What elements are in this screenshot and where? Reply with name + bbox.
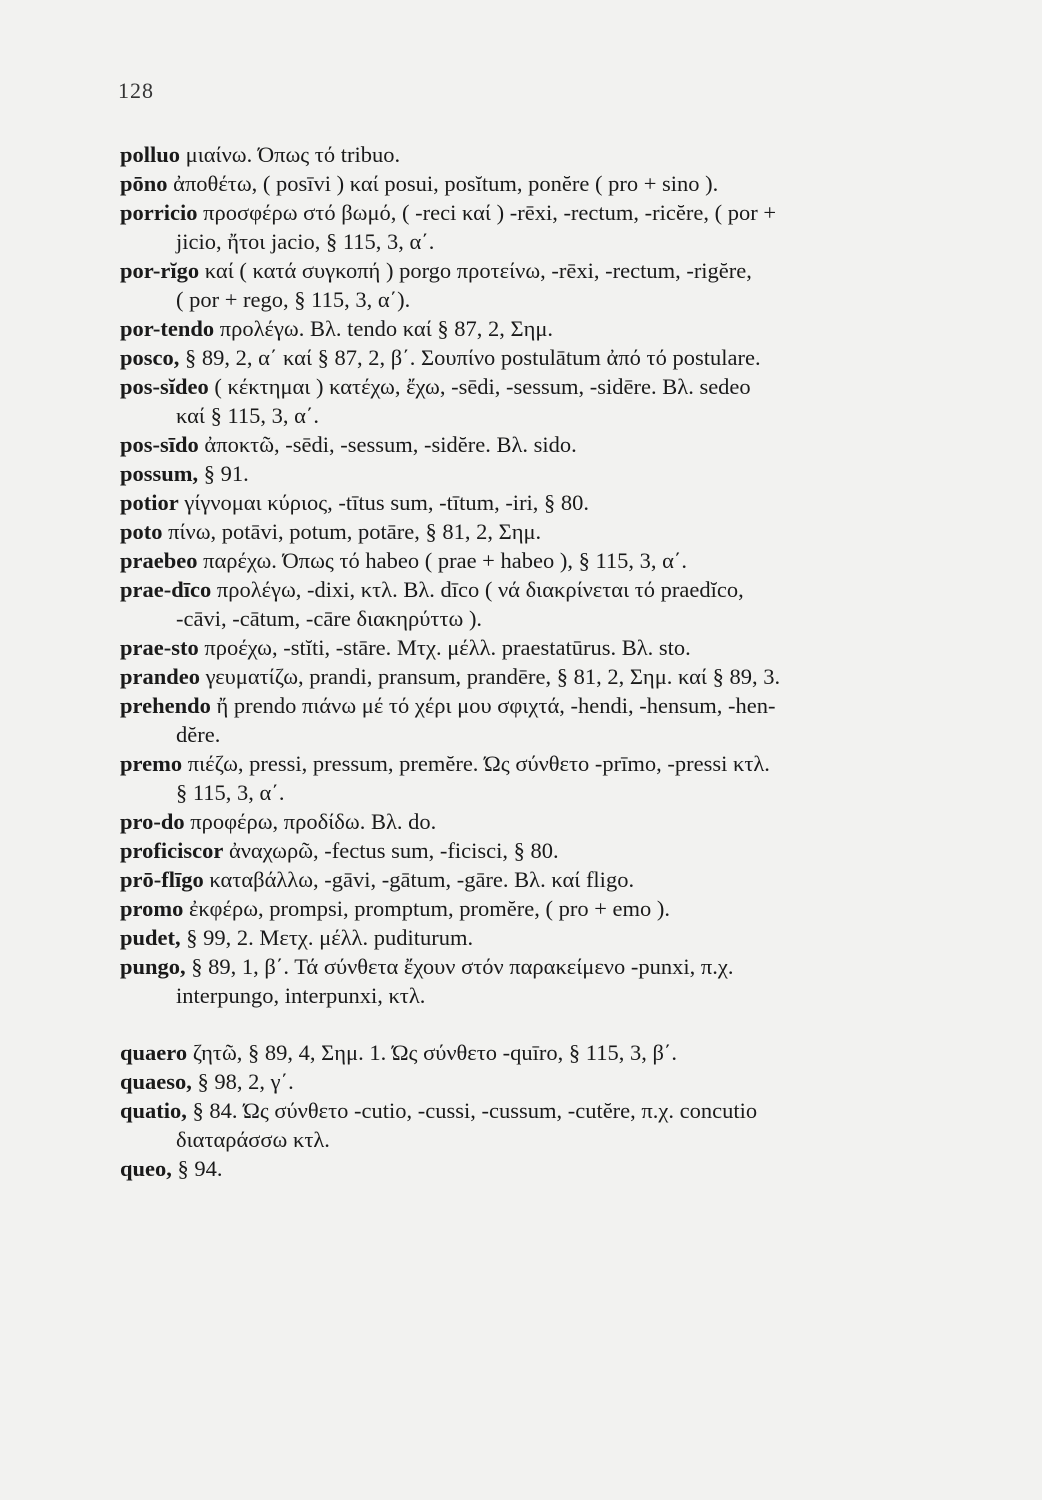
entry xyxy=(120,691,995,749)
definition: § 91. xyxy=(203,461,249,486)
headword: porricio xyxy=(120,200,198,225)
definition: προέχω, -stĭti, -stāre. Μτχ. μέλλ. praestatūrus. Βλ. sto. xyxy=(204,635,691,660)
definition: ἀποθέτω, ( posīvi ) καί posui, posĭtum, ponĕre ( pro + sino ). xyxy=(173,171,719,196)
headword: por-tendo xyxy=(120,316,215,341)
definition-continuation: § 115, 3, α΄. xyxy=(176,780,285,805)
headword: pōno xyxy=(120,171,168,196)
entry xyxy=(120,314,995,343)
headword: poto xyxy=(120,519,163,544)
headword: prō-flīgo xyxy=(120,867,204,892)
definition: γευματίζω, prandi, pransum, prandēre, § 81, 2, Σημ. καί § 89, 3. xyxy=(205,664,781,689)
headword: prae-dīco xyxy=(120,577,212,602)
definition-continuation: interpungo, interpunxi, κτλ. xyxy=(176,983,426,1008)
definition: προλέγω. Βλ. tendo καί § 87, 2, Σημ. xyxy=(219,316,554,341)
definition: § 84. Ώς σύνθετο -cutio, -cussi, -cussum, -cutĕre, π.χ. concutio xyxy=(192,1098,758,1123)
definition: παρέχω. Όπως τό habeo ( prae + habeo ), § 115, 3, α΄. xyxy=(203,548,688,573)
headword: quaeso, xyxy=(120,1069,192,1094)
headword: premo xyxy=(120,751,183,776)
definition: ἤ prendo πιάνω μέ τό χέρι μου σφιχτά, -hendi, -hensum, -hen- xyxy=(216,693,776,718)
entry xyxy=(120,633,995,662)
headword: queo, xyxy=(120,1156,172,1181)
definition: πιέζω, pressi, pressum, premĕre. Ώς σύνθετο -prīmo, -pressi κτλ. xyxy=(187,751,770,776)
definition-continuation: -cāvi, -cātum, -cāre διακηρύττω ). xyxy=(176,606,483,631)
entry xyxy=(120,1154,995,1183)
dictionary-entries xyxy=(120,140,995,1183)
entry xyxy=(120,836,995,865)
entry xyxy=(120,807,995,836)
entry xyxy=(120,662,995,691)
definition: ζητῶ, § 89, 4, Σημ. 1. Ώς σύνθετο -quīro, § 115, 3, β΄. xyxy=(192,1040,678,1065)
headword: prae-sto xyxy=(120,635,199,660)
definition: § 89, 1, β΄. Τά σύνθετα ἔχουν στόν παρακείμενο -punxi, π.χ. xyxy=(191,954,734,979)
headword: polluo xyxy=(120,142,181,167)
definition: προσφέρω στό βωμό, ( -reci καί ) -rēxi, -rectum, -ricĕre, ( por + xyxy=(203,200,777,225)
headword: posco, xyxy=(120,345,180,370)
definition: § 94. xyxy=(177,1156,223,1181)
headword: prehendo xyxy=(120,693,211,718)
entry xyxy=(120,256,995,314)
definition: καί ( κατά συγκοπή ) porgo προτείνω, -rēxi, -rectum, -rigĕre, xyxy=(204,258,752,283)
entry xyxy=(120,923,995,952)
headword: praebeo xyxy=(120,548,198,573)
definition-continuation: διαταράσσω κτλ. xyxy=(176,1127,330,1152)
entry xyxy=(120,459,995,488)
entry xyxy=(120,1067,995,1096)
page-number: 128 xyxy=(118,78,154,103)
entry xyxy=(120,749,995,807)
definition: προφέρω, προδίδω. Βλ. do. xyxy=(190,809,437,834)
entry xyxy=(120,575,995,633)
entry xyxy=(120,140,995,169)
entry xyxy=(120,517,995,546)
definition-continuation: dĕre. xyxy=(176,722,221,747)
entry xyxy=(120,169,995,198)
definition: καταβάλλω, -gāvi, -gātum, -gāre. Βλ. καί fligo. xyxy=(209,867,635,892)
headword: proficiscor xyxy=(120,838,224,863)
definition: § 89, 2, α΄ καί § 87, 2, β΄. Σουπίνο postulātum ἀπό τό postulare. xyxy=(185,345,761,370)
headword: pos-sīdo xyxy=(120,432,199,457)
headword: quaero xyxy=(120,1040,188,1065)
definition-continuation: jicio, ἤτοι jacio, § 115, 3, α΄. xyxy=(176,229,435,254)
entry xyxy=(120,198,995,256)
headword: promo xyxy=(120,896,184,921)
entry xyxy=(120,865,995,894)
definition: γίγνομαι κύριος, -tītus sum, -tītum, -iri, § 80. xyxy=(184,490,590,515)
definition-continuation: ( por + rego, § 115, 3, α΄). xyxy=(176,287,411,312)
definition: μιαίνω. Όπως τό tribuo. xyxy=(185,142,401,167)
entry xyxy=(120,546,995,575)
entry xyxy=(120,430,995,459)
headword: pungo, xyxy=(120,954,186,979)
definition: § 99, 2. Μετχ. μέλλ. puditurum. xyxy=(186,925,474,950)
entry xyxy=(120,1038,995,1067)
entry xyxy=(120,952,995,1010)
headword: prandeo xyxy=(120,664,201,689)
entry xyxy=(120,372,995,430)
headword: quatio, xyxy=(120,1098,187,1123)
headword: pos-sĭdeo xyxy=(120,374,209,399)
definition: ( κέκτημαι ) κατέχω, ἔχω, -sēdi, -sessum, -sidēre. Βλ. sedeo xyxy=(214,374,751,399)
definition: ἀναχωρῶ, -fectus sum, -ficisci, § 80. xyxy=(228,838,559,863)
headword: por-rĭgo xyxy=(120,258,200,283)
headword: pro-do xyxy=(120,809,185,834)
definition-continuation: καί § 115, 3, α΄. xyxy=(176,403,320,428)
headword: possum, xyxy=(120,461,199,486)
definition: ἀποκτῶ, -sēdi, -sessum, -sidĕre. Βλ. sido. xyxy=(204,432,577,457)
definition: πίνω, potāvi, potum, potāre, § 81, 2, Σημ. xyxy=(168,519,542,544)
definition: ἐκφέρω, prompsi, promptum, promĕre, ( pro + emo ). xyxy=(188,896,671,921)
definition: προλέγω, -dixi, κτλ. Βλ. dīco ( νά διακρίνεται τό praedĭco, xyxy=(216,577,744,602)
headword: pudet, xyxy=(120,925,181,950)
definition: § 98, 2, γ΄. xyxy=(197,1069,294,1094)
entry xyxy=(120,343,995,372)
entry xyxy=(120,1096,995,1154)
headword: potior xyxy=(120,490,179,515)
entry xyxy=(120,488,995,517)
entry xyxy=(120,894,995,923)
